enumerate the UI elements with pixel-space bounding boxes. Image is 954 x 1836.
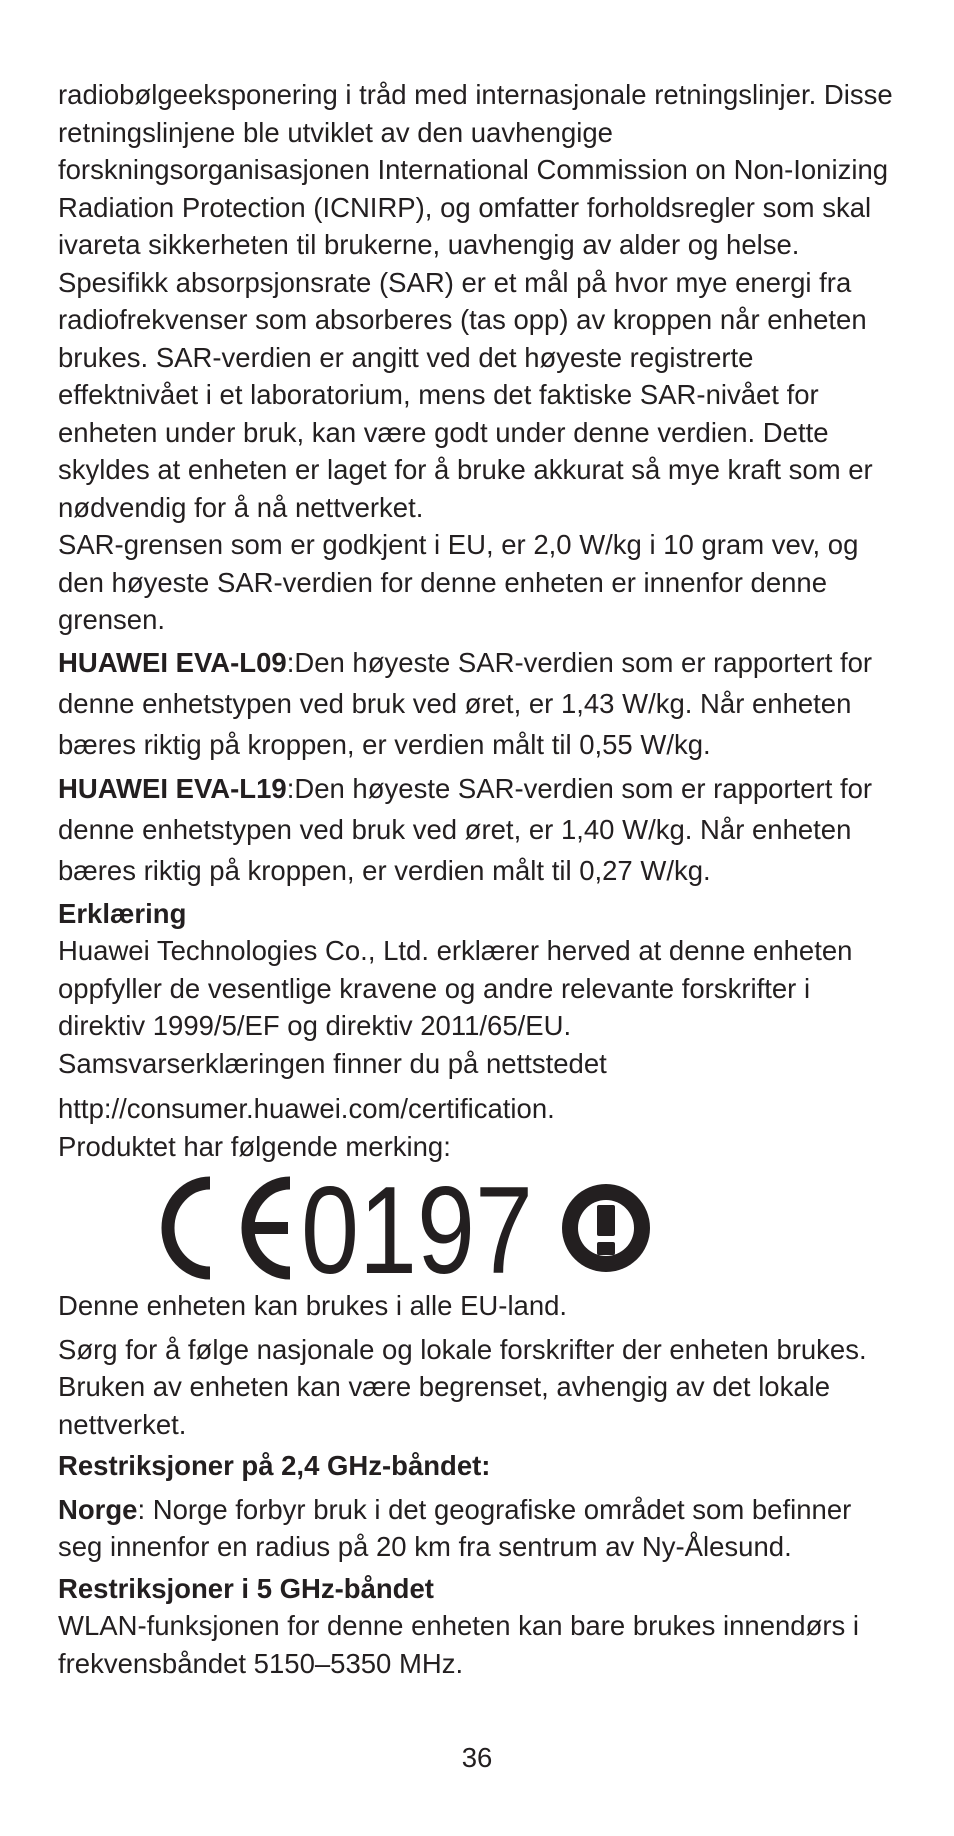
ce-marking [58,1169,898,1287]
regulations-paragraph: Sørg for å følge nasjonale og lokale forskrifter der enheten brukes. Bruken av enheten kan være begrenset, avhengig av det lokale nettverket. [58,1333,867,1440]
restrictions-24ghz-heading: Restriksjoner på 2,4 GHz-båndet: [58,1450,491,1481]
document-page [58,76,898,1682]
restrictions-24ghz-text [58,1491,898,1566]
declaration-text: Huawei Technologies Co., Ltd. erklærer herved at denne enheten oppfyller de vesentlige kravene og andre relevante forskrifter i direktiv 1999/5/EF og direktiv 2011/65/EU. [58,935,853,1041]
restrictions-5ghz-heading: Restriksjoner i 5 GHz-båndet [58,1572,434,1604]
model-sar-eva-l19 [58,768,898,891]
model-name: HUAWEI EVA-L19 [58,772,287,804]
certification-url: http://consumer.huawei.com/certification. [58,1093,555,1124]
paragraph-sar-limit: SAR-grensen som er godkjent i EU, er 2,0 W/kg i 10 gram vev, og den høyeste SAR-verdien for denne enheten er innenfor denne grensen. [58,529,859,635]
eu-usage-line: Denne enheten kan brukes i alle EU-land. [58,1290,568,1321]
ce-letter-e-bar [248,1222,288,1234]
model-sar-text: :Den høyeste SAR-verdien som er rapportert for denne enhetstypen ved bruk ved øret, er 1,40 W/kg. Når enheten bæres riktig på kroppen, er verdien målt til 0,27 W/kg. [58,772,873,886]
country-name: Norge [58,1493,138,1525]
paragraph-icnirp: radiobølgeeksponering i tråd med internasjonale retningslinjer. Disse retningslinjene ble utviklet av den uavhengige forskningsorganisasjonen International Commission on Non-Ionizing Radiation Protection (ICNIRP), og omfatter forholdsregler som skal ivareta sikkerheten til brukerne, uavhengig av alder og helse. [58,79,893,260]
ce-mark-logo [148,1175,668,1281]
page-number: 36 [461,1742,493,1773]
marking-intro: Produktet har følgende merking: [58,1130,451,1162]
restrictions-5ghz-text: WLAN-funksjonen for denne enheten kan bare brukes innendørs i frekvensbåndet 5150–5350 MHz. [58,1610,860,1679]
paragraph-sar-definition: Spesifikk absorpsjonsrate (SAR) er et mål på hvor mye energi fra radiofrekvenser som absorberes (tas opp) av kroppen når enheten brukes. SAR-verdien er angitt ved det høyeste registrerte effektnivået i et laboratorium, mens det faktiske SAR-nivået for enheten under bruk, kan være godt under denne verdien. Dette skyldes at enheten er laget for å bruke akkurat så mye kraft som er nødvendig for å nå nettverket. [58,266,873,523]
model-sar-text: :Den høyeste SAR-verdien som er rapportert for denne enhetstypen ved bruk ved øret, er 1,43 W/kg. Når enheten bæres riktig på kroppen, er verdien målt til 0,55 W/kg. [58,646,873,760]
alert-circle-icon [562,1184,650,1272]
model-sar-eva-l09 [58,642,898,765]
restriction-text: : Norge forbyr bruk i det geografiske området som befinner seg innenfor en radius på 20 km fra sentrum av Ny-Ålesund. [58,1493,852,1562]
declaration-doc-line: Samsvarserklæringen finner du på nettstedet [58,1047,607,1079]
notified-body-number: 0197 [301,1175,533,1281]
ce-letter-c [168,1183,210,1273]
declaration-heading: Erklæring [58,897,187,929]
model-name: HUAWEI EVA-L09 [58,646,287,678]
